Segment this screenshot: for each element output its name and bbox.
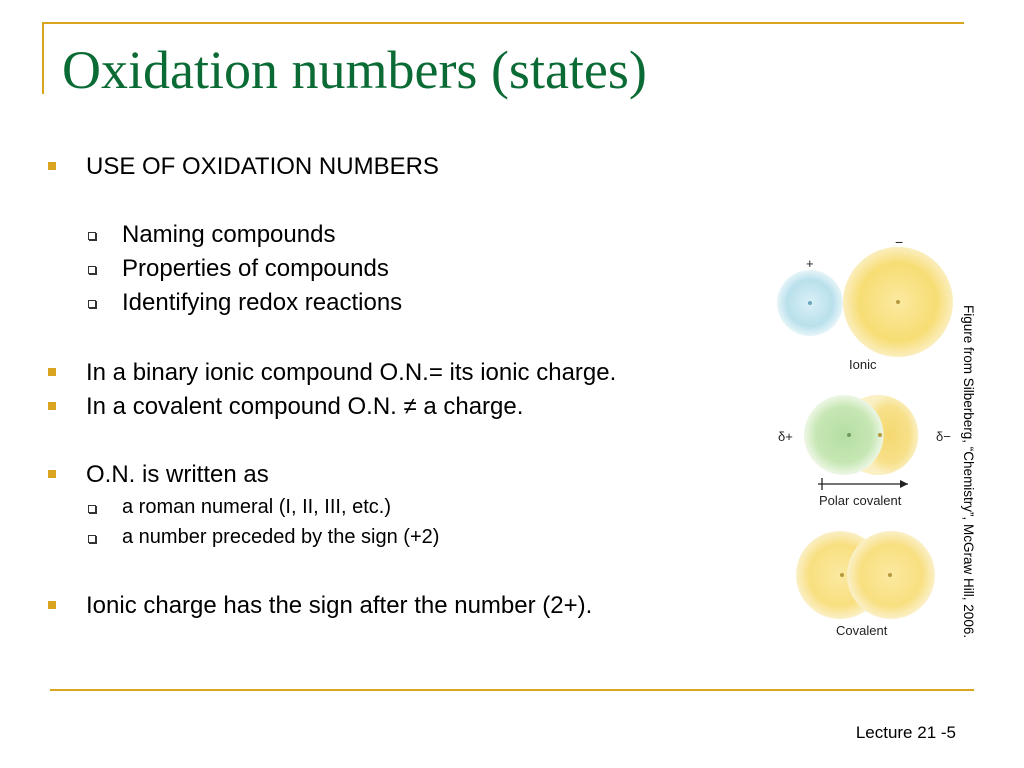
polar-right-nucleus xyxy=(878,433,882,437)
covalent-label: Covalent xyxy=(836,623,888,638)
slide-footer: Lecture 21 -5 xyxy=(855,723,956,742)
written-item: a number preceded by the sign (+2) xyxy=(122,526,440,548)
polar-covalent-diagram xyxy=(778,395,951,508)
sub-bullet-marker xyxy=(88,300,96,308)
ionic-label: Ionic xyxy=(849,357,877,372)
bullet-marker xyxy=(48,470,56,478)
use-item: Identifying redox reactions xyxy=(122,289,403,316)
bullet-marker xyxy=(48,368,56,376)
written-as-text: O.N. is written as xyxy=(86,461,269,488)
use-heading: USE OF OXIDATION NUMBERS xyxy=(86,153,439,180)
slide-title: Oxidation numbers (states) xyxy=(62,40,647,100)
bottom-rule xyxy=(50,689,974,691)
bullet-marker xyxy=(48,402,56,410)
bullet-marker xyxy=(48,601,56,609)
figure-caption: Figure from Silberberg, “Chemistry”, McGraw Hill, 2006. xyxy=(961,305,976,639)
polar-left-sphere xyxy=(804,395,884,475)
ionic-charge-text: Ionic charge has the sign after the number (2+). xyxy=(86,592,593,619)
covalent-text: In a covalent compound O.N. ≠ a charge. xyxy=(86,393,524,420)
ionic-plus-label: + xyxy=(806,256,814,271)
sub-bullet-marker xyxy=(88,535,96,543)
anion-nucleus xyxy=(896,300,900,304)
cation-nucleus xyxy=(808,301,812,305)
sub-bullet-marker xyxy=(88,266,96,274)
ionic-diagram xyxy=(777,234,953,372)
written-item: a roman numeral (I, II, III, etc.) xyxy=(122,496,391,518)
delta-minus-label: δ− xyxy=(936,429,951,444)
top-rule xyxy=(42,22,964,24)
covalent-right-nucleus xyxy=(888,573,892,577)
bond-types-figure xyxy=(760,232,960,652)
dipole-arrow-head xyxy=(900,480,908,488)
binary-ionic-text: In a binary ionic compound O.N.= its ionic charge. xyxy=(86,359,617,386)
delta-plus-label: δ+ xyxy=(778,429,793,444)
covalent-diagram xyxy=(796,531,935,638)
sub-bullet-marker xyxy=(88,232,96,240)
sub-bullet-marker xyxy=(88,505,96,513)
bullet-marker xyxy=(48,162,56,170)
ionic-minus-label: − xyxy=(895,234,904,250)
left-rule xyxy=(42,22,44,94)
covalent-left-nucleus xyxy=(840,573,844,577)
use-item: Properties of compounds xyxy=(122,255,389,282)
polar-covalent-label: Polar covalent xyxy=(819,493,902,508)
use-item: Naming compounds xyxy=(122,221,336,248)
polar-left-nucleus xyxy=(847,433,851,437)
